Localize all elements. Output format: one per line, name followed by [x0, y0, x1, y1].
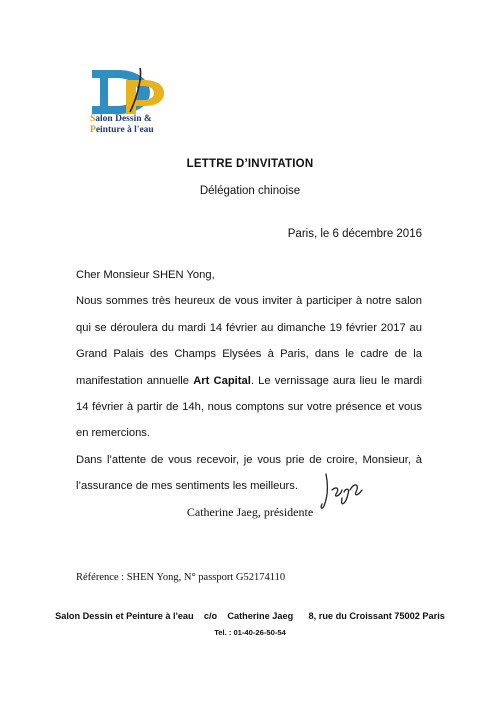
- paragraph-invitation: Nous sommes très heureux de vous inviter à participer à notre salon qui se déroulera du mardi 14 février au dimanche 19 février 2017 au Grand Palais des Champs Elysées à Paris, dans le cadre de la manifestation annuelle Art Capital. Le vernissage aura lieu le mardi 14 février à partir de 14h, nous comptons sur votre présence et vous en remercions.: [76, 295, 422, 440]
- signature-name: Catherine Jaeg, présidente: [186, 505, 314, 519]
- footer-address: Salon Dessin et Peinture à l'eau c/o Catherine Jaeg 8, rue du Croissant 75002 Paris: [55, 611, 445, 621]
- logo-line-2: Peinture à l'eau: [90, 125, 154, 135]
- salutation: Cher Monsieur SHEN Yong,: [76, 269, 215, 281]
- footer-phone: Tel. : 01-40-26-50-54: [214, 628, 286, 637]
- logo-mark-icon: [80, 66, 180, 116]
- logo-line-1: Salon Dessin &: [90, 114, 152, 124]
- letter-title: LETTRE D’INVITATION: [186, 158, 314, 170]
- event-name: Art Capital: [193, 374, 251, 387]
- reference-line: Référence : SHEN Yong, N° passport G52174110: [76, 572, 286, 583]
- letter-date: Paris, le 6 décembre 2016: [287, 228, 422, 240]
- paragraph-closing: Dans l’attente de vous recevoir, je vous prie de croire, Monsieur, à l’assurance de mes sentiments les meilleurs.: [76, 453, 422, 493]
- logo: [80, 66, 190, 136]
- letter-subtitle: Délégation chinoise: [199, 185, 301, 197]
- letter-body: [76, 262, 422, 500]
